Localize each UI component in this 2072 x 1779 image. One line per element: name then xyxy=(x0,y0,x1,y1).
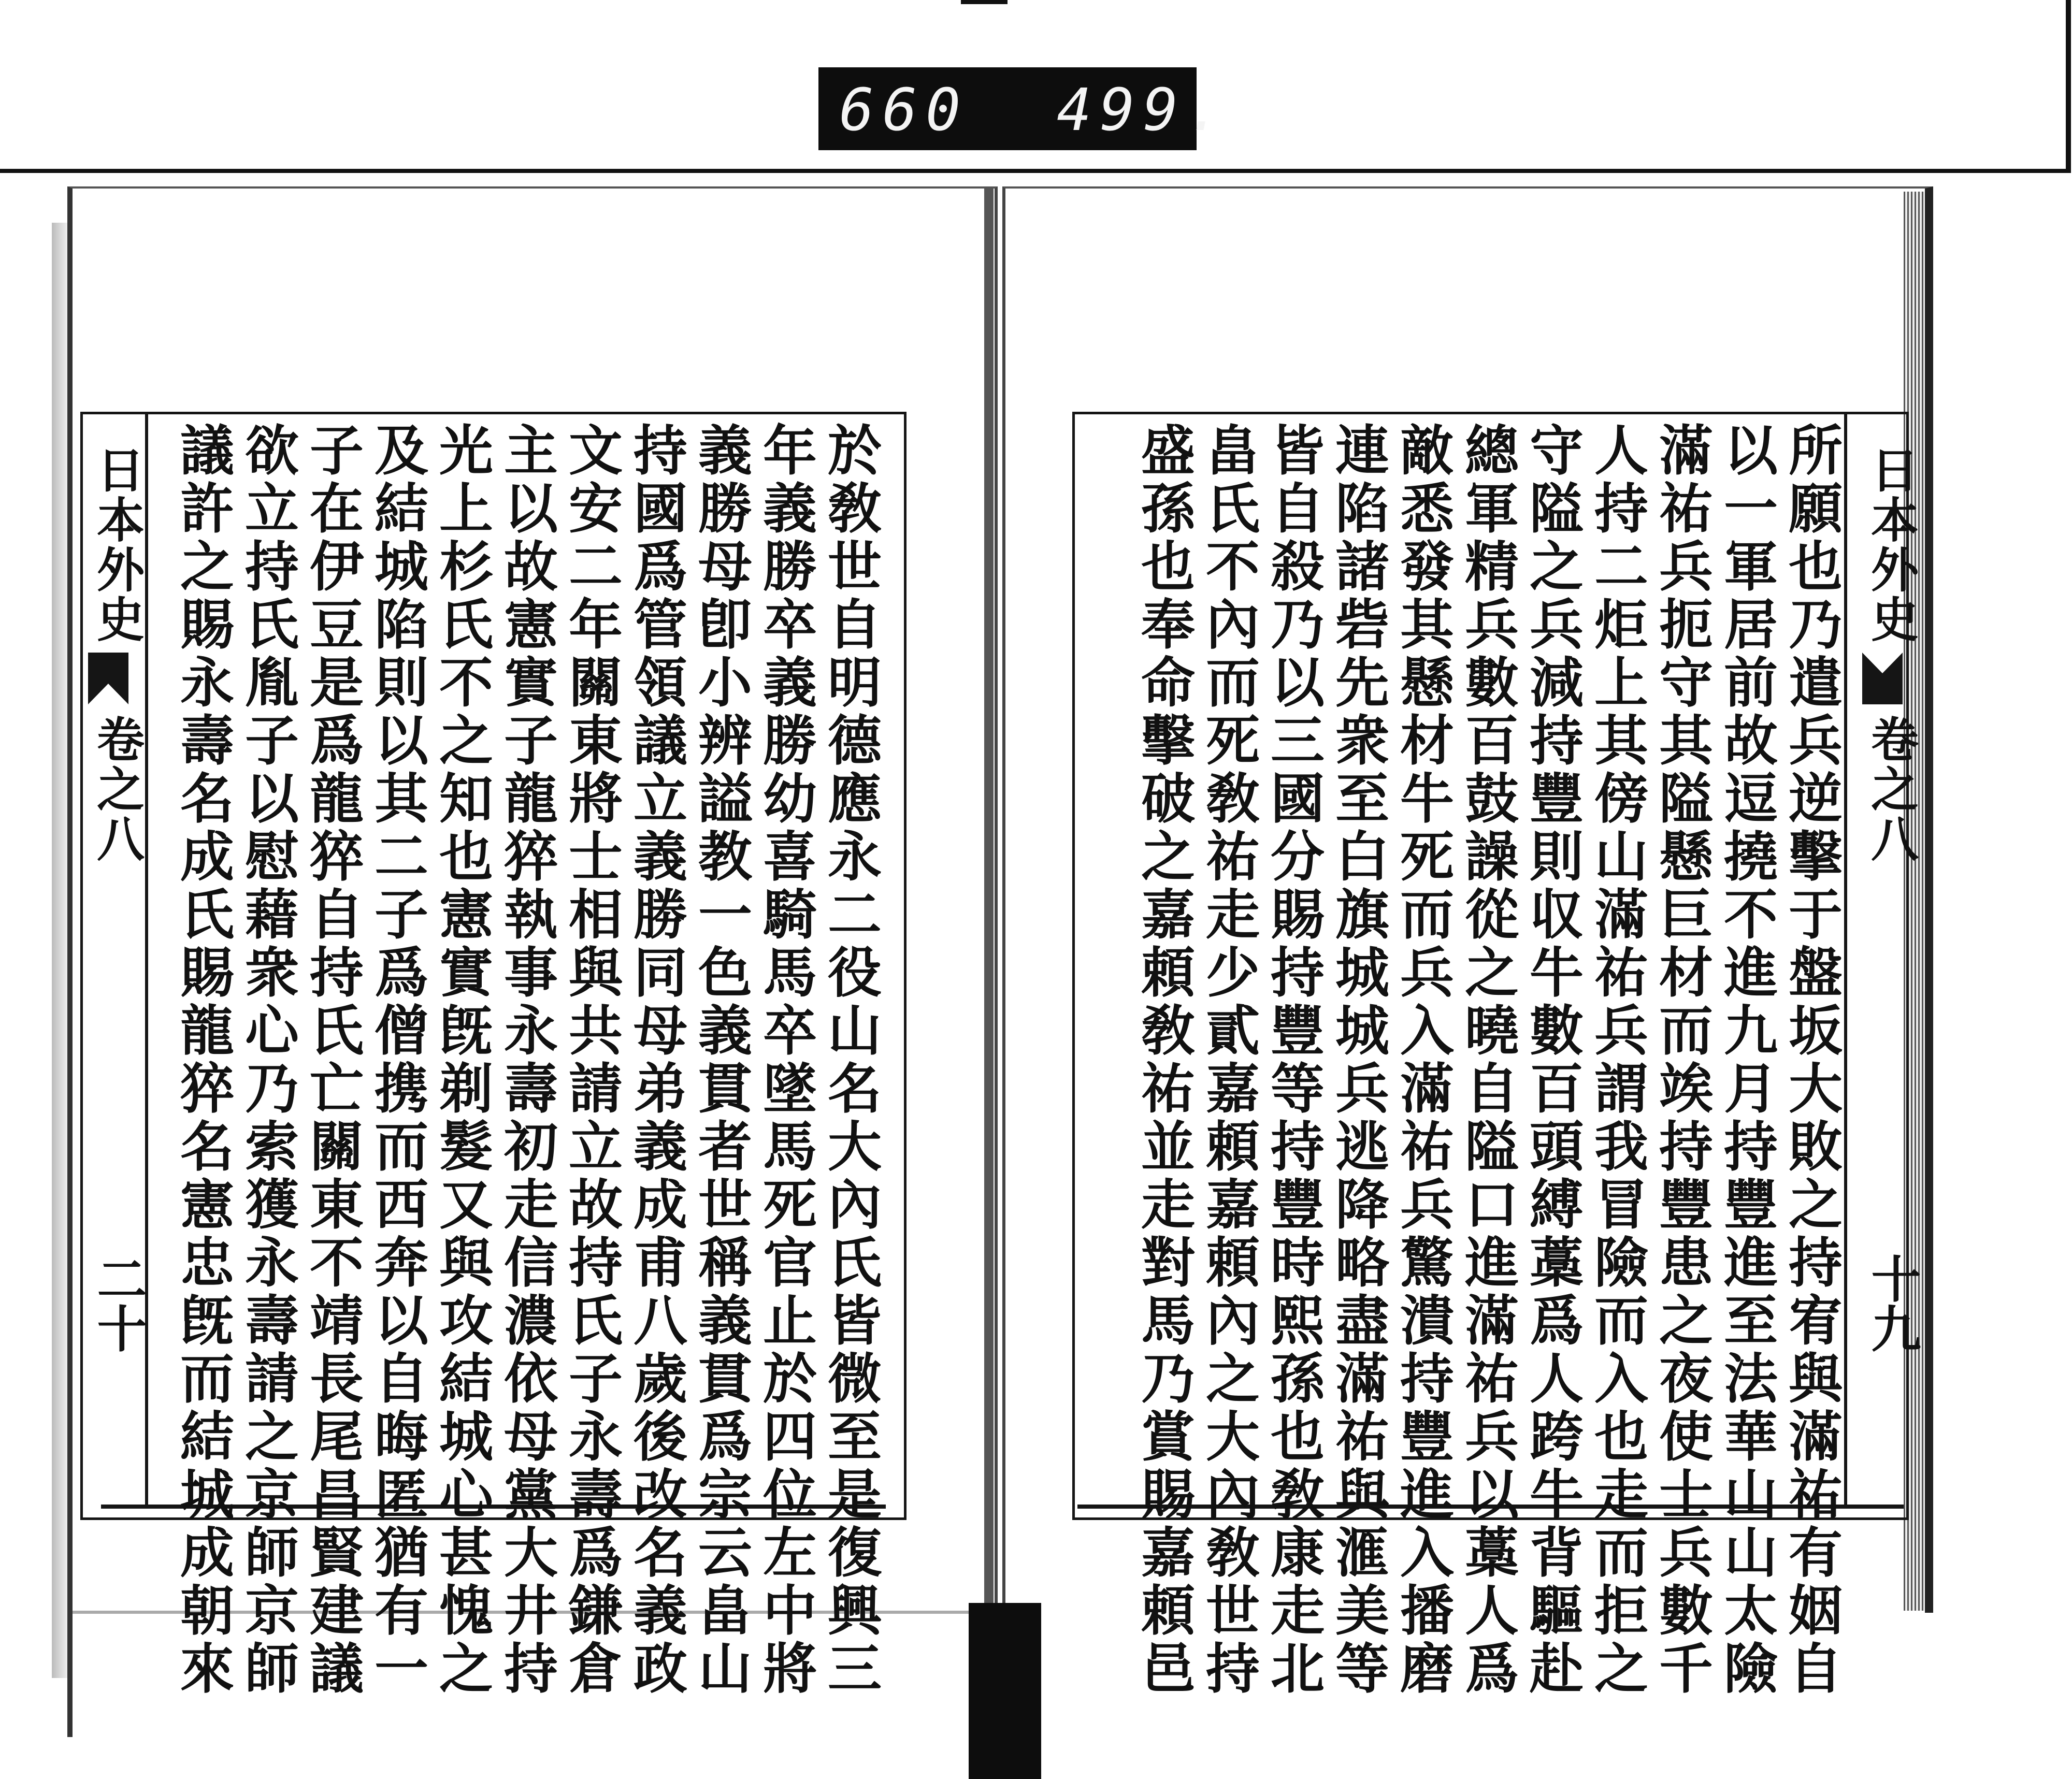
right-column-7: 敵悉發其懸材牛死而兵入滿祐兵驚潰持豐進入播磨 xyxy=(1391,422,1455,1698)
left-column-1: 於敎世自明德應永二役山名大內氏皆微至是復興三 xyxy=(818,422,882,1698)
left-column-2: 年義勝卒義勝幼喜騎馬卒墜馬死官止於四位左中將 xyxy=(754,422,817,1698)
left-column-7: 光上杉氏不之知也憲實旣剃髮又與攻結城心甚愧之 xyxy=(430,422,494,1698)
right-column-11: 盛孫也奉命擊破之嘉頼敎祐並走對馬乃賞賜嘉頼邑 xyxy=(1132,422,1196,1698)
right-column-10: 畠氏不內而死敎祐走少貳嘉頼嘉頼內之大內敎世持 xyxy=(1197,422,1260,1698)
left-column-10: 欲立持氏胤子以慰藉衆心乃索獲永壽請之京師京師 xyxy=(236,422,299,1698)
right-column-4: 人持二炬上其傍山滿祐兵謂我冒險而入也走而拒之 xyxy=(1585,422,1649,1698)
right-margin-rule xyxy=(1844,414,1847,1507)
right-column-5: 守隘之兵減持豐則収牛數百頭縛藁爲人跨牛背驅赴 xyxy=(1520,422,1584,1698)
left-column-3: 義勝母卽小辨謚教一色義貫者世稱義貫爲宗云畠山 xyxy=(689,422,753,1698)
scan-frame-top-line xyxy=(0,169,2069,173)
right-column-3: 滿祐兵扼守其隘懸巨材而竢持豐患之夜使士兵數千 xyxy=(1650,422,1714,1698)
left-column-5: 文安二年關東將士相與共請立故持氏子永壽爲鎌倉 xyxy=(559,422,623,1698)
right-column-2: 以一軍居前故逗撓不進九月持豐進至法華山山太險 xyxy=(1715,422,1778,1698)
right-column-6: 總軍精兵數百鼓譟從之曉自隘口進滿祐兵以藁人爲 xyxy=(1456,422,1519,1698)
scan-counter-left: 660 xyxy=(839,77,969,144)
right-column-1: 所願也乃遣兵逆擊于盤坂大敗之持宥與滿祐有姻自 xyxy=(1779,422,1843,1698)
right-folio-number: 十九 xyxy=(1863,1253,1922,1353)
left-column-9: 子在伊豆是爲龍猝自持氏亡關東不靖長尾昌賢建議 xyxy=(300,422,364,1698)
left-column-8: 及結城陷則以其二子爲僧携而西奔以自晦匿猶有一 xyxy=(365,422,429,1698)
left-column-6: 主以故憲實子龍猝執事永壽初走信濃依母黨大井持 xyxy=(495,422,558,1698)
right-margin-title: 日本外史 xyxy=(1863,445,1919,644)
left-margin-title: 日本外史 xyxy=(89,445,145,644)
scan-counter-label xyxy=(818,67,1230,150)
book-gutter xyxy=(984,186,994,1616)
left-column-11: 議許之賜永壽名成氏賜龍猝名憲忠旣而結城成朝來 xyxy=(171,422,235,1698)
binding-clamp xyxy=(969,1603,1041,1779)
left-folio-number: 二十 xyxy=(89,1253,148,1353)
right-column-8: 連陷諸砦先衆至白旗城城兵逃降略盡滿祐與滙美等 xyxy=(1326,422,1390,1698)
scan-frame-right-line xyxy=(2066,0,2071,173)
scan-counter-right: 499. xyxy=(1057,77,1230,144)
left-column-4: 持國爲管領議立義勝同母弟義成甫八歲後改名義政 xyxy=(624,422,688,1698)
right-margin-volume: 卷之八 xyxy=(1863,715,1919,864)
right-column-9: 皆自殺乃以三國分賜持豐等持豐時熙孫也敎康走北 xyxy=(1261,422,1325,1698)
top-registration-mark xyxy=(961,0,1008,4)
left-margin-volume: 卷之八 xyxy=(89,715,145,864)
